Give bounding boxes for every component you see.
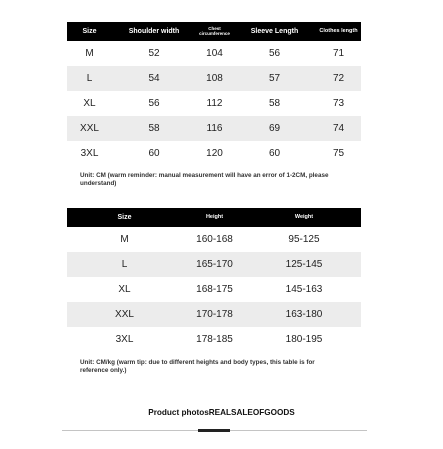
length-cell: 71 (332, 48, 345, 59)
size-chart-header (67, 22, 361, 41)
weight-cell: 125-145 (285, 259, 323, 270)
size-cell: 3XL (80, 148, 99, 159)
table-row (67, 277, 361, 302)
fit-chart-note: Unit: CM/kg (warm tip: due to different heights and body types, this table is for reference only.) (80, 359, 315, 375)
header-height: Height (205, 213, 224, 220)
fit-chart-header (67, 208, 361, 227)
fit-chart-table (67, 208, 361, 352)
weight-cell: 145-163 (285, 284, 323, 295)
size-cell: L (121, 259, 128, 270)
table-row (67, 227, 361, 252)
header-chest-circumference: Chest circumference (199, 25, 230, 36)
header-sleeve-length: Sleeve Length (250, 28, 299, 35)
shoulder-cell: 56 (148, 98, 160, 109)
header-weight: Weight (294, 213, 314, 220)
sleeve-cell: 56 (268, 48, 281, 59)
size-cell: 3XL (115, 334, 134, 345)
header-shoulder-width: Shoulder width (128, 28, 180, 35)
chest-cell: 120 (206, 148, 223, 159)
table-row (67, 327, 361, 352)
sleeve-cell: 57 (268, 73, 281, 84)
shoulder-cell: 54 (148, 73, 160, 84)
weight-cell: 163-180 (285, 309, 323, 320)
chest-cell: 104 (206, 48, 223, 59)
height-cell: 168-175 (196, 284, 233, 295)
size-cell: XL (83, 98, 96, 109)
size-chart-note: Unit: CM (warm reminder: manual measurement will have an error of 1-2CM, please understand) (80, 172, 329, 188)
size-cell: M (85, 48, 94, 59)
sleeve-cell: 60 (268, 148, 281, 159)
size-cell: XXL (80, 123, 99, 134)
size-cell: L (86, 73, 93, 84)
sleeve-cell: 69 (268, 123, 281, 134)
table-row (67, 302, 361, 327)
length-cell: 72 (332, 73, 345, 84)
weight-cell: 180-195 (285, 334, 323, 345)
height-cell: 170-178 (196, 309, 233, 320)
chest-cell: 108 (206, 73, 223, 84)
table-row (67, 41, 361, 66)
length-cell: 73 (332, 98, 345, 109)
weight-cell: 95-125 (288, 234, 320, 245)
shoulder-cell: 58 (148, 123, 160, 134)
shoulder-cell: 52 (148, 48, 160, 59)
size-cell: XL (118, 284, 131, 295)
table-row (67, 252, 361, 277)
header-size: Size (82, 28, 97, 35)
product-photos-caption: Product photosREALSALEOFGOODS (148, 408, 295, 417)
size-chart-table (67, 22, 361, 166)
sleeve-cell: 58 (268, 98, 281, 109)
height-cell: 165-170 (196, 259, 233, 270)
shoulder-cell: 60 (148, 148, 160, 159)
length-cell: 75 (332, 148, 345, 159)
table-row (67, 116, 361, 141)
size-cell: XXL (115, 309, 134, 320)
size-cell: M (120, 234, 129, 245)
height-cell: 160-168 (196, 234, 233, 245)
table-row (67, 141, 361, 166)
chest-cell: 112 (206, 98, 223, 109)
height-cell: 178-185 (196, 334, 233, 345)
length-cell: 74 (332, 123, 345, 134)
chest-cell: 116 (206, 123, 223, 134)
header-clothes-length: Clothes length (319, 27, 358, 34)
table-row (67, 66, 361, 91)
table-row (67, 91, 361, 116)
divider-highlight (198, 429, 230, 432)
header-size: Size (117, 214, 132, 221)
